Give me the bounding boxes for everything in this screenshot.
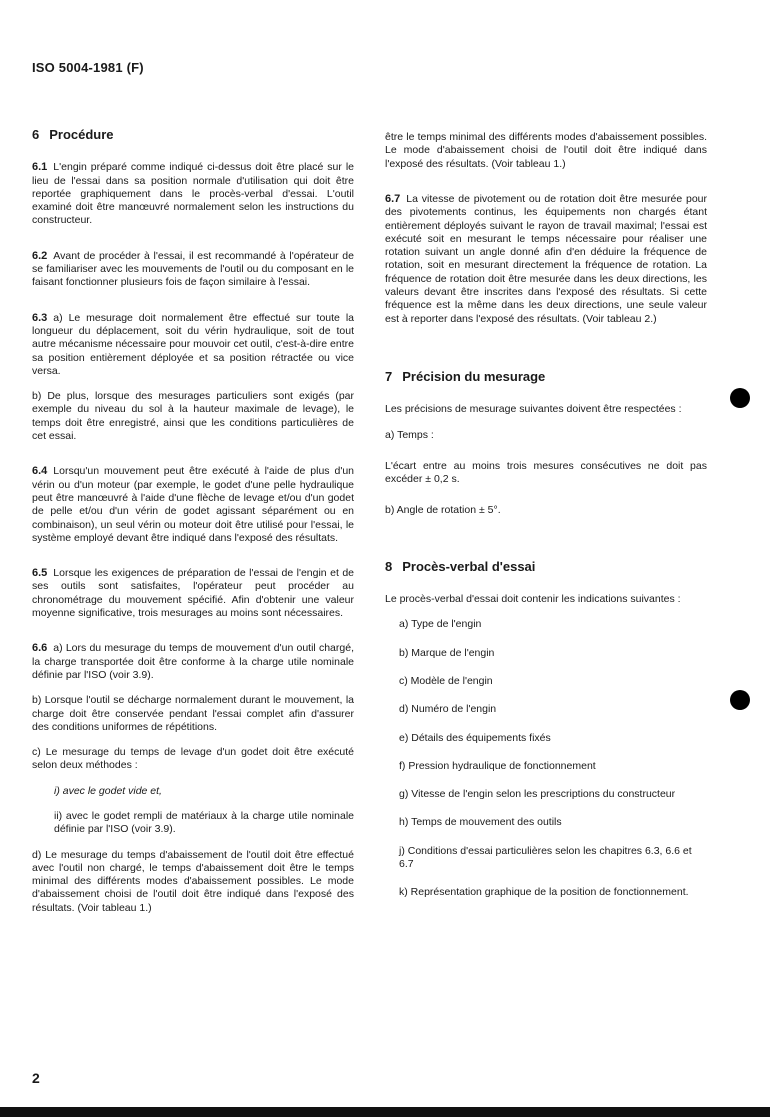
- paragraph-number: 6.4: [32, 465, 48, 478]
- paragraph-text: a) Le mesurage doit normalement être effectué sur toute la longueur du déplacement, soit du vérin hydraulique, soit de tout autre mécanisme nécessaire pour mouvoir cet outil, c'est-à-dire entre sa position entièrement déployée et sa position rétractée ou vice versa.: [32, 311, 354, 377]
- section-7-item-b: b) Angle de rotation ± 5°.: [385, 504, 501, 517]
- section-title: Procès-verbal d'essai: [402, 558, 536, 574]
- paragraph-6-6c-ii: ii) avec le godet rempli de matériaux à la charge utile nominale définie par l'ISO (voir 3.9).: [54, 809, 354, 836]
- paragraph-6-2: [32, 250, 354, 290]
- list-item: d) Numéro de l'engin: [399, 703, 497, 716]
- paragraph-number: 6.3: [32, 311, 48, 324]
- paragraph-number: 6.6: [32, 642, 48, 655]
- section-8-lead: Le procès-verbal d'essai doit contenir les indications suivantes :: [385, 593, 681, 606]
- paragraph-number: 6.7: [385, 193, 401, 205]
- paragraph-number: 6.2: [32, 249, 48, 262]
- paragraph-6-6c: c) Le mesurage du temps de levage d'un godet doit être exécuté selon deux méthodes :: [32, 746, 354, 772]
- paragraph-6-6b: b) Lorsque l'outil se décharge normalement durant le mouvement, la charge doit être conservée pendant l'essai complet afin d'assurer des conditions uniformes de répétitions.: [32, 694, 354, 733]
- paragraph-6-6d-continued: [385, 131, 707, 171]
- paragraph-text: L'engin préparé comme indiqué ci-dessus doit être placé sur le lieu de l'essai dans sa position normale d'utilisation qui doit être reportée graphiquement dans le procès-verbal d'essai. L'outil examiné doit être manœuvré normalement selon les instructions du constructeur.: [32, 161, 354, 227]
- punch-hole-icon: [730, 388, 750, 408]
- section-number: 8: [385, 558, 393, 574]
- report-items-list: [385, 618, 707, 899]
- paragraph-6-7: [385, 193, 707, 326]
- paragraph-6-1: [32, 161, 354, 227]
- section-title: Procédure: [49, 127, 114, 142]
- list-item: f) Pression hydraulique de fonctionnement: [399, 759, 596, 772]
- paragraph-number: 6.5: [32, 567, 48, 580]
- continued-text: être le temps minimal des différents modes d'abaissement possibles. Le mode d'abaissement choisi de l'outil doit être indiqué dans l'exposé des résultats. (Voir tableau 1.): [385, 131, 707, 170]
- paragraph-text: a) Lors du mesurage du temps de mouvement d'un outil chargé, la charge transportée doit être conforme à la charge utile nominale définie par l'ISO (voir 3.9).: [32, 642, 354, 681]
- punch-hole-icon: [730, 690, 750, 710]
- section-7-lead: Les précisions de mesurage suivantes doivent être respectées :: [385, 403, 682, 416]
- list-item: c) Modèle de l'engin: [399, 674, 493, 687]
- paragraph-text: Avant de procéder à l'essai, il est recommandé à l'opérateur de se familiariser avec les mouvements de l'outil ou du composant en le faisant fonctionner plusieurs fois de façon similaire à l'essai.: [32, 249, 354, 289]
- right-column: [385, 131, 707, 915]
- section-7-heading: [385, 370, 707, 383]
- bottom-edge-bar: [0, 1107, 770, 1117]
- paragraph-6-3b: b) De plus, lorsque des mesurages particuliers sont exigés (par exemple du niveau du sol à la hauteur maximale de levage), le temps doit être enregistré, ainsi que les conditions particulières de cet essai.: [32, 390, 354, 443]
- list-item: h) Temps de mouvement des outils: [399, 816, 562, 829]
- list-item: g) Vitesse de l'engin selon les prescriptions du constructeur: [399, 788, 676, 801]
- list-item: k) Représentation graphique de la position de fonctionnement.: [399, 886, 689, 899]
- section-6-heading: [32, 128, 354, 141]
- left-column: [32, 127, 354, 914]
- document-header: ISO 5004-1981 (F): [32, 60, 144, 75]
- list-item: e) Détails des équipements fixés: [399, 731, 551, 744]
- paragraph-6-6c-i: i) avec le godet vide et,: [54, 784, 162, 797]
- paragraph-6-6d: d) Le mesurage du temps d'abaissement de l'outil doit être effectué avec l'outil non chargé, le temps d'abaissement doit être le temps minimal des différents modes d'abaissement possibles. Le mode d'abaissement choisi de l'outil doit être indiqué dans l'exposé des résultats. (Voir tableau 1.): [32, 848, 354, 914]
- section-number: 6: [32, 127, 40, 142]
- section-title: Précision du mesurage: [402, 368, 546, 384]
- list-item: j) Conditions d'essai particulières selon les chapitres 6.3, 6.6 et 6.7: [399, 844, 692, 871]
- section-8-heading: [385, 560, 707, 573]
- paragraph-6-6a: [32, 642, 354, 682]
- section-7-item-a: a) Temps :: [385, 428, 434, 441]
- paragraph-number: 6.1: [32, 161, 48, 174]
- section-number: 7: [385, 368, 393, 384]
- section-7-item-a-text: L'écart entre au moins trois mesures consécutives ne doit pas excéder ± 0,2 s.: [385, 459, 707, 486]
- paragraph-6-3a: [32, 312, 354, 378]
- paragraph-6-5: [32, 567, 354, 620]
- paragraph-6-4: [32, 465, 354, 545]
- page-number: 2: [32, 1070, 40, 1086]
- paragraph-text: Lorsqu'un mouvement peut être exécuté à l'aide de plus d'un vérin ou d'un moteur (par exemple, le godet d'une pelle hydraulique peut être manœuvré à l'aide d'une flèche de levage et/ou d'un godet de pelle et/ou d'un vérin de godet agissant séparément ou en combinaison), un seul vérin ou moteur doit être utilisé pour l'essai, le système employé devant être indiqué dans l'exposé des résultats.: [32, 465, 354, 544]
- paragraph-text: Lorsque les exigences de préparation de l'essai de l'engin et de ses outils sont satisfaites, l'opérateur peut procéder au chronométrage du mouvement spécifié. Afin d'obtenir une valeur moyenne significative, trois mesurages au moins sont nécessaires.: [32, 567, 354, 620]
- list-item: a) Type de l'engin: [399, 618, 482, 631]
- paragraph-text: La vitesse de pivotement ou de rotation doit être mesurée pour des pivotements continus, les équipements non chargés étant entièrement déployés suivant le rayon de travail maximal; l'essai est exécuté soit en mesurant le temps nécessaire pour réaliser une rotation suivant un angle donné afin d'en déduire la fréquence de rotation, soit en mesurant directement la fréquence de rotation. La fréquence de rotation doit être mesurée dans les deux directions, les valeurs devant être inscrites dans l'exposé des résultats. Si cette fréquence est la même dans les deux directions, une seule valeur est à reporter dans l'exposé des résultats. (Voir tableau 2.): [385, 193, 707, 325]
- list-item: b) Marque de l'engin: [399, 646, 495, 659]
